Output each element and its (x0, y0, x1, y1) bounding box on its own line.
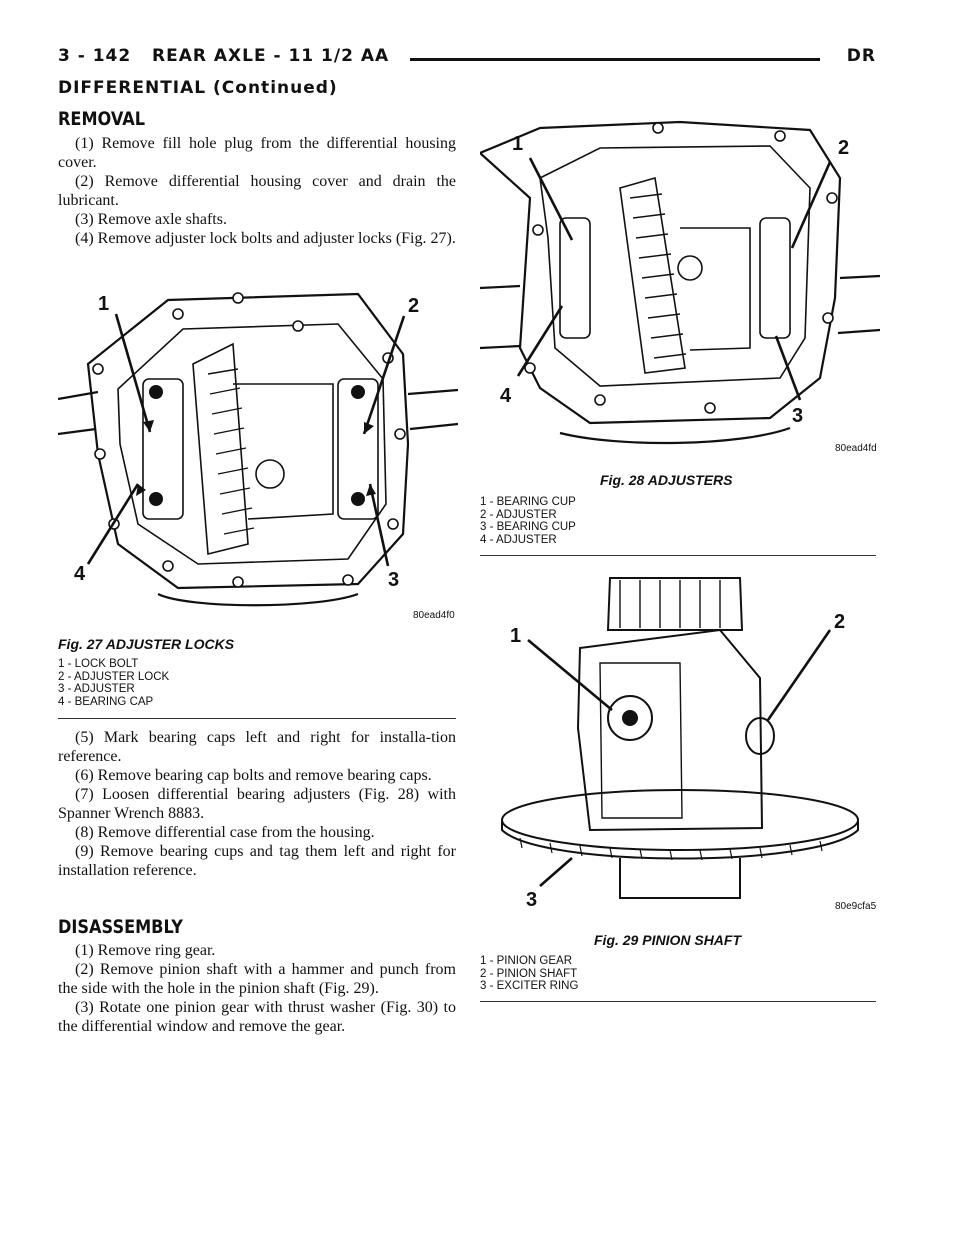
step: (8) Remove differential case from the housing. (75, 824, 375, 841)
step: (6) Remove bearing cap bolts and remove bearing caps. (75, 767, 432, 784)
fig28-callout-1: 1 (512, 133, 524, 155)
legend-item: 1 - BEARING CUP (480, 496, 576, 508)
step: (1) Remove fill hole plug from the differential housing cover. (58, 135, 456, 171)
step: (4) Remove adjuster lock bolts and adjuster locks (Fig. 27). (75, 230, 456, 247)
fig29-image-code: 80e9cfa5 (835, 901, 877, 912)
step: (1) Remove ring gear. (75, 942, 216, 959)
manual-code: DR (846, 46, 876, 66)
fig27-callout-2: 2 (408, 295, 420, 317)
fig28-callout-2: 2 (838, 137, 850, 159)
fig27-image-code: 80ead4f0 (413, 610, 455, 621)
fig28-rule (480, 555, 876, 556)
step: (2) Remove pinion shaft with a hammer and punch from the side with the hole in the pinion shaft (Fig. 29). (58, 961, 456, 997)
fig29-legend (480, 955, 578, 993)
disassembly-heading: DISASSEMBLY (58, 916, 183, 938)
legend-item: 3 - BEARING CUP (480, 521, 576, 533)
header-rule (410, 58, 820, 61)
fig27-callout-4: 4 (74, 563, 86, 585)
section-title: DIFFERENTIAL (Continued) (58, 78, 338, 98)
fig27-legend (58, 658, 169, 708)
removal-steps-b (58, 728, 456, 880)
step: (5) Mark bearing caps left and right for installa-tion reference. (58, 729, 456, 765)
legend-item: 3 - EXCITER RING (480, 980, 579, 992)
page-header (58, 44, 876, 74)
fig28-legend (480, 496, 576, 546)
fig27-callout-1: 1 (98, 293, 110, 315)
disassembly-steps (58, 941, 456, 1036)
figure-28-illustration (480, 118, 880, 458)
fig28-callout-3: 3 (792, 405, 804, 427)
fig29-caption: Fig. 29 PINION SHAFT (594, 932, 742, 948)
fig27-callout-3: 3 (388, 569, 400, 591)
fig27-caption: Fig. 27 ADJUSTER LOCKS (58, 636, 235, 652)
figure-29-illustration (480, 568, 880, 908)
page-header-title: 3 - 142 REAR AXLE - 11 1/2 AA (58, 46, 390, 66)
fig28-image-code: 80ead4fd (835, 443, 877, 454)
legend-item: 4 - ADJUSTER (480, 533, 557, 546)
fig28-caption: Fig. 28 ADJUSTERS (600, 472, 733, 488)
legend-item: 3 - ADJUSTER (58, 683, 135, 695)
fig27-rule (58, 718, 456, 719)
fig29-rule (480, 1001, 876, 1002)
fig28-callout-4: 4 (500, 385, 512, 407)
removal-heading: REMOVAL (58, 108, 146, 130)
legend-item: 1 - LOCK BOLT (58, 658, 139, 670)
legend-item: 2 - ADJUSTER (480, 508, 557, 521)
fig29-callout-3: 3 (526, 889, 538, 908)
step: (2) Remove differential housing cover and drain the lubricant. (58, 173, 456, 209)
legend-item: 2 - ADJUSTER LOCK (58, 670, 170, 683)
fig29-callout-2: 2 (834, 611, 846, 633)
step: (7) Loosen differential bearing adjusters (Fig. 28) with Spanner Wrench 8883. (58, 786, 456, 822)
step: (3) Remove axle shafts. (75, 211, 227, 228)
fig29-callout-1: 1 (510, 625, 522, 647)
legend-item: 1 - PINION GEAR (480, 955, 573, 967)
removal-steps-a (58, 134, 456, 248)
step: (3) Rotate one pinion gear with thrust washer (Fig. 30) to the differential window and remove the gear. (58, 999, 456, 1035)
step: (9) Remove bearing cups and tag them left and right for installation reference. (58, 843, 456, 879)
legend-item: 4 - BEARING CAP (58, 695, 154, 708)
legend-item: 2 - PINION SHAFT (480, 967, 578, 980)
figure-27-illustration (58, 284, 458, 624)
